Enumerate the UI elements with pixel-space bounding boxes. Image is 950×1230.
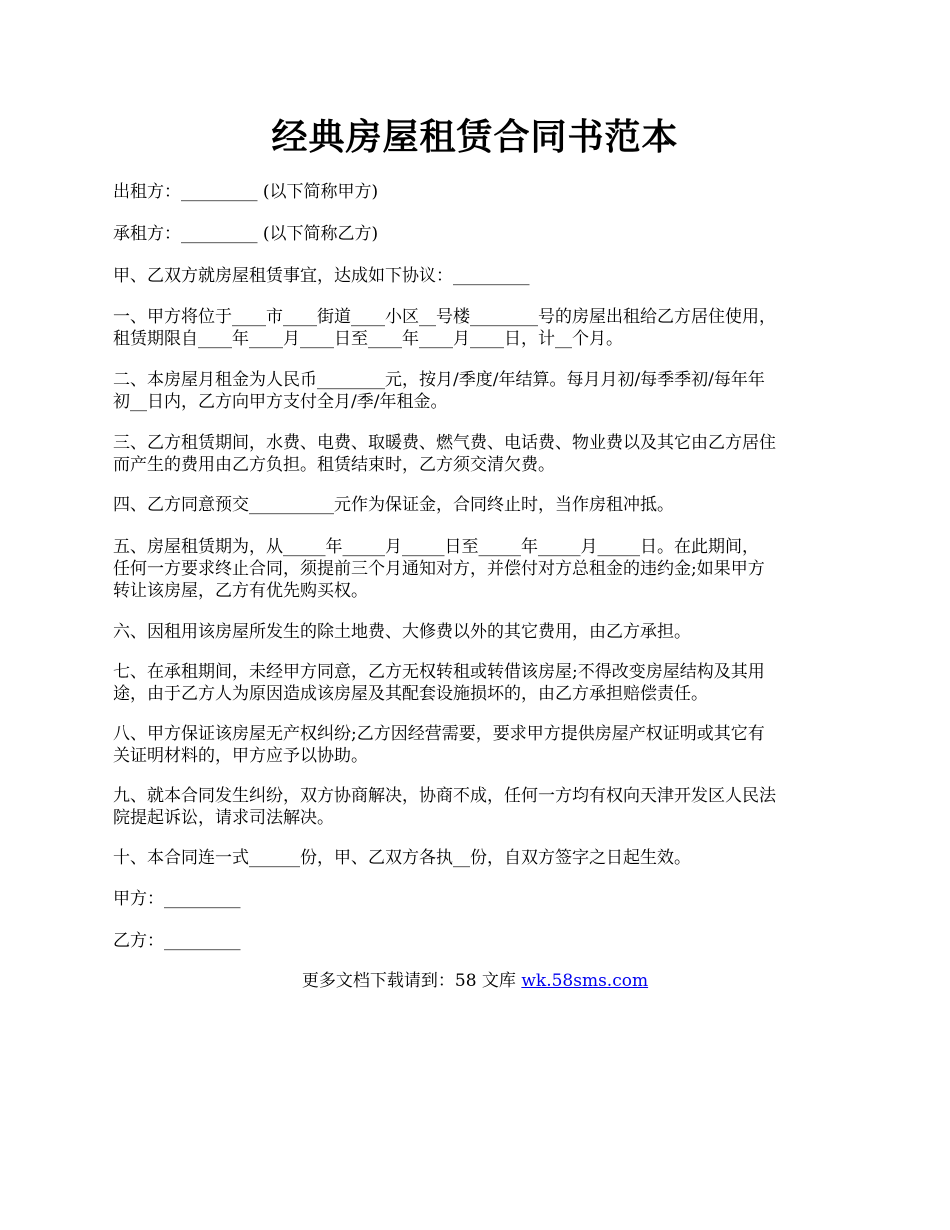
clause-line: 一、甲方将位于____市____街道____小区__号楼________号的房屋出租给乙方居住使用， (113, 307, 776, 327)
clause-line: 关证明材料的，甲方应予以协助。 (113, 746, 368, 766)
footer-text: 更多文档下载请到：58 文库 (301, 971, 522, 991)
clause-line: 院提起诉讼，请求司法解决。 (113, 808, 334, 828)
clause-6 (113, 621, 843, 643)
clause-10 (113, 847, 843, 869)
clause-line: 九、就本合同发生纠纷，双方协商解决，协商不成，任何一方均有权向天津开发区人民法 (113, 786, 776, 806)
clause-4 (113, 494, 843, 516)
clause-line: 租赁期限自____年____月____日至____年____月____日，计__个月。 (113, 329, 623, 349)
clause-line: 初__日内，乙方向甲方支付全月/季/年租金。 (113, 392, 448, 412)
signature-party-b: 乙方：_________ (113, 931, 241, 951)
lessor-line: 出租方：_________ (以下简称甲方) (113, 182, 379, 202)
document-title: 经典房屋租赁合同书范本 (271, 116, 679, 158)
clause-1 (113, 306, 843, 350)
clause-line: 五、房屋租赁期为，从_____年_____月_____日至_____年_____月_____日。在此期间， (113, 537, 759, 557)
clause-line: 四、乙方同意预交__________元作为保证金，合同终止时，当作房租冲抵。 (113, 495, 674, 515)
clause-2 (113, 369, 843, 413)
clause-3 (113, 432, 843, 476)
clause-line: 二、本房屋月租金为人民币________元，按月/季度/年结算。每月月初/每季季初/每年年 (113, 370, 765, 390)
clause-line: 三、乙方租赁期间，水费、电费、取暖费、燃气费、电话费、物业费以及其它由乙方居住 (113, 433, 776, 453)
intro-line: 甲、乙双方就房屋租赁事宜，达成如下协议：_________ (113, 266, 530, 286)
clause-line: 七、在承租期间，未经甲方同意，乙方无权转租或转借该房屋;不得改变房屋结构及其用 (113, 662, 765, 682)
clause-9 (113, 785, 843, 829)
clause-line: 途，由于乙方人为原因造成该房屋及其配套设施损坏的，由乙方承担赔偿责任。 (113, 684, 708, 704)
signature-party-a: 甲方：_________ (113, 889, 241, 909)
clause-line: 而产生的费用由乙方负担。租赁结束时，乙方须交清欠费。 (113, 455, 555, 475)
clause-line: 六、因租用该房屋所发生的除土地费、大修费以外的其它费用，由乙方承担。 (113, 622, 691, 642)
footer (0, 970, 950, 992)
clause-line: 转让该房屋，乙方有优先购买权。 (113, 581, 368, 601)
clause-5 (113, 536, 843, 602)
clause-7 (113, 661, 843, 705)
clause-line: 任何一方要求终止合同，须提前三个月通知对方，并偿付对方总租金的违约金;如果甲方 (113, 559, 765, 579)
clause-line: 八、甲方保证该房屋无产权纠纷;乙方因经营需要，要求甲方提供房屋产权证明或其它有 (113, 724, 765, 744)
clause-line: 十、本合同连一式______份，甲、乙双方各执__份，自双方签字之日起生效。 (113, 848, 691, 868)
footer-link[interactable]: wk.58sms.com (521, 971, 649, 991)
lessee-line: 承租方：_________ (以下简称乙方) (113, 224, 379, 244)
clause-8 (113, 723, 843, 767)
